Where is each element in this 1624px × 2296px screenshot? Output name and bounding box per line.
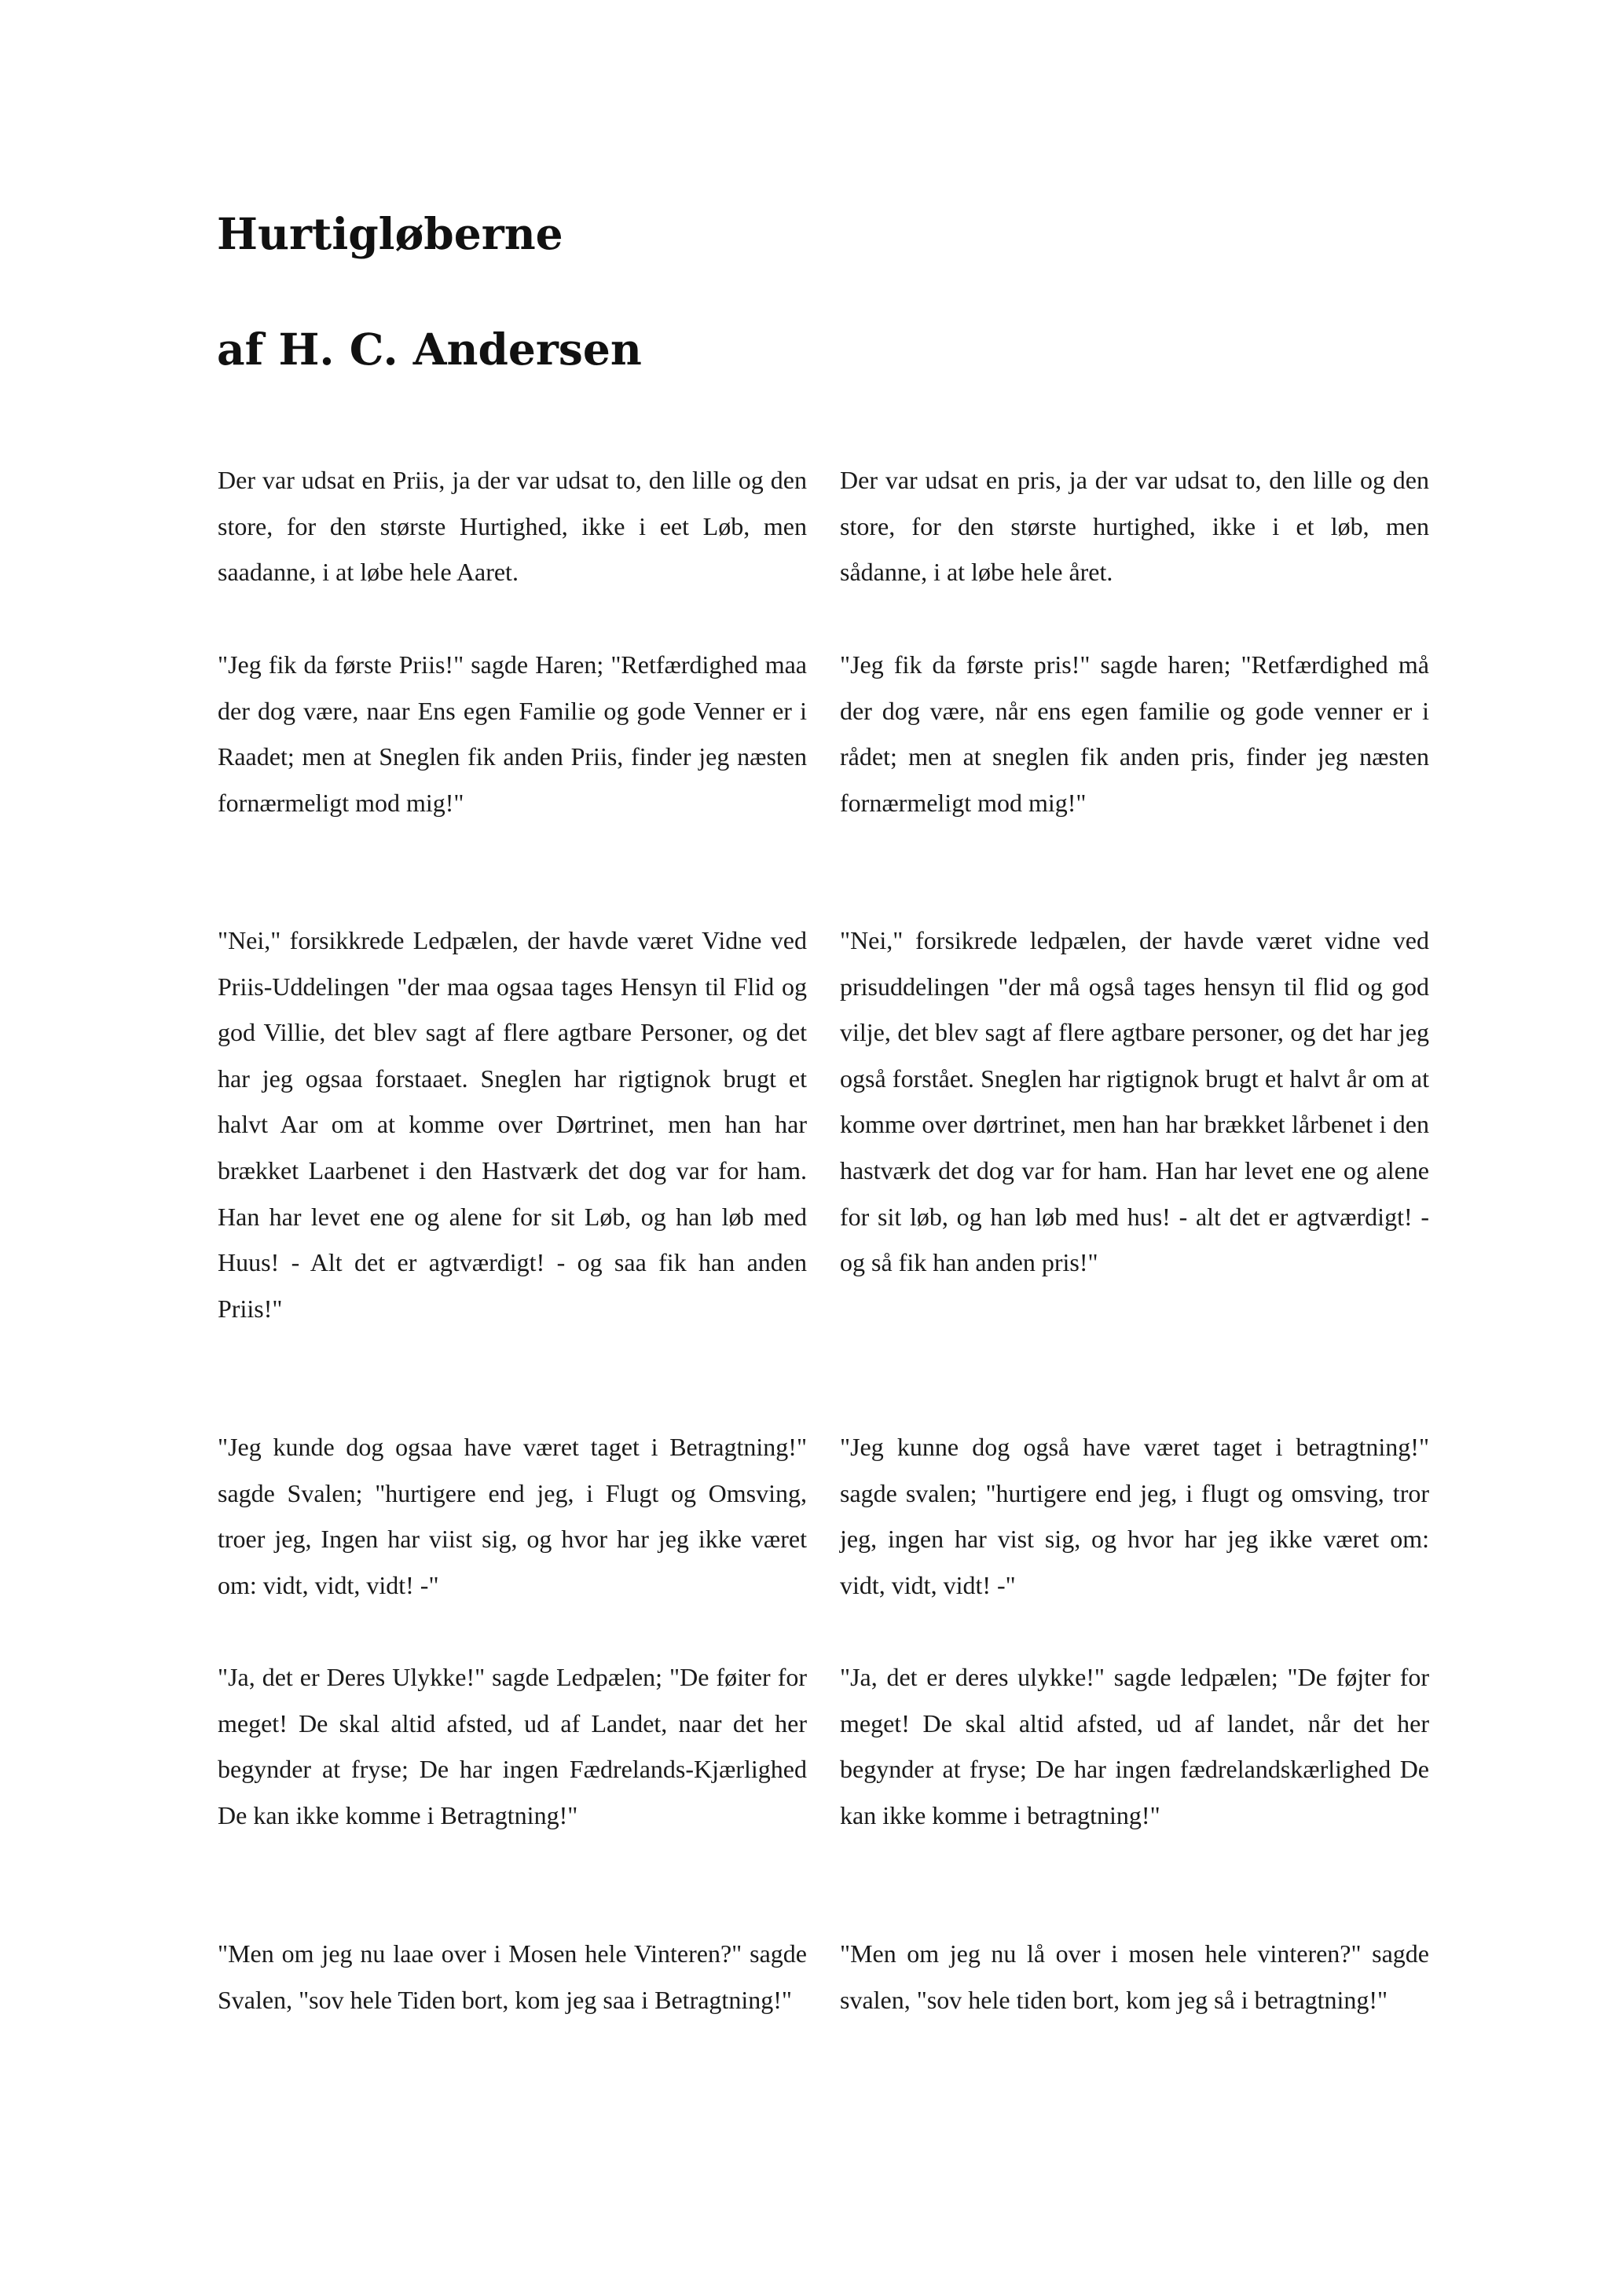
modern-paragraph-1: Der var udsat en pris, ja der var udsat to, den lille og den store, for den største hurtighed, ikke i et løb, men sådanne, i at løbe hele året. <box>840 466 1429 587</box>
modern-paragraph-4: "Jeg kunne dog også have været taget i betragtning!" sagde svalen; "hurtigere end jeg, i flugt og omsving, tror jeg, ingen har vist sig, og hvor har jeg ikke været om: vidt, vidt, vidt! -" <box>840 1433 1429 1599</box>
modern-paragraph-3: "Nei," forsikrede ledpælen, der havde været vidne ved prisuddelingen "der må også tages hensyn til flid og god vilje, det blev sagt af flere agtbare personer, og det har jeg også forstået. Sneglen har rigtignok brugt et halvt år om at komme over dørtrinet, men han har brækket lårbenet i den hastværk det dog var for ham. Han har levet ene og alene for sit løb, og han løb med hus! - alt det er agtværdigt! - og så fik han anden pris!" <box>840 926 1429 1277</box>
original-paragraph-2: "Jeg fik da første Priis!" sagde Haren; "Retfærdighed maa der dog være, naar Ens egen Familie og gode Venner er i Raadet; men at Sneglen fik anden Priis, finder jeg næsten fornærmeligt mod mig!" <box>218 650 807 817</box>
modern-paragraph-6: "Men om jeg nu lå over i mosen hele vinteren?" sagde svalen, "sov hele tiden bort, kom jeg så i betragtning!" <box>840 1939 1429 2014</box>
document-author: af H. C. Andersen <box>217 324 642 375</box>
modern-paragraph-5: "Ja, det er deres ulykke!" sagde ledpælen; "De føjter for meget! De skal altid afsted, ud af landet, når det her begynder at fryse; De har ingen fædrelandskærlighed De kan ikke komme i betragtning!" <box>840 1663 1429 1829</box>
original-paragraph-3: "Nei," forsikkrede Ledpælen, der havde været Vidne ved Priis-Uddelingen "der maa ogsaa tages Hensyn til Flid og god Villie, det blev sagt af flere agtbare Personer, og det har jeg ogsaa forstaaet. Sneglen har rigtignok brugt et halvt Aar om at komme over Dørtrinet, men han har brækket Laarbenet i den Hastværk det dog var for ham. Han har levet ene og alene for sit Løb, og han løb med Huus! - Alt det er agtværdigt! - og saa fik han anden Priis!" <box>218 926 807 1323</box>
document-title: Hurtigløberne <box>217 208 563 259</box>
original-paragraph-6: "Men om jeg nu laae over i Mosen hele Vinteren?" sagde Svalen, "sov hele Tiden bort, kom jeg saa i Betragtning!" <box>218 1939 807 2014</box>
original-paragraph-5: "Ja, det er Deres Ulykke!" sagde Ledpælen; "De føiter for meget! De skal altid afsted, ud af Landet, naar det her begynder at fryse; De har ingen Fædrelands-Kjærlighed De kan ikke komme i Betragtning!" <box>218 1663 807 1829</box>
original-paragraph-1: Der var udsat en Priis, ja der var udsat to, den lille og den store, for den største Hurtighed, ikke i eet Løb, men saadanne, i at løbe hele Aaret. <box>218 466 807 587</box>
original-paragraph-4: "Jeg kunde dog ogsaa have været taget i Betragtning!" sagde Svalen; "hurtigere end jeg, i Flugt og Omsving, troer jeg, Ingen har viist sig, og hvor har jeg ikke været om: vidt, vidt, vidt! -" <box>218 1433 807 1599</box>
modern-paragraph-2: "Jeg fik da første pris!" sagde haren; "Retfærdighed må der dog være, når ens egen familie og gode venner er i rådet; men at sneglen fik anden pris, finder jeg næsten fornærmeligt mod mig!" <box>840 650 1429 817</box>
